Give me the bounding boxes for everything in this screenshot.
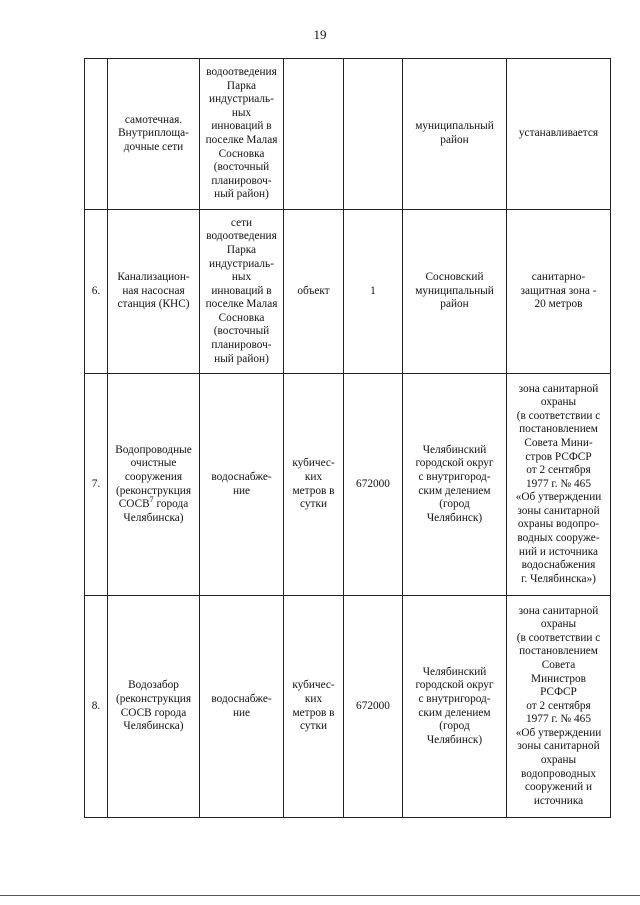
quantity-cell: 1 [344, 210, 403, 374]
page-number: 19 [313, 27, 327, 42]
unit-cell: кубичес- ких метров в сутки [284, 596, 344, 818]
row-number-cell [85, 59, 108, 210]
facility-name-tail: города Челябинска) [123, 498, 189, 524]
facility-purpose-cell: водоснабже- ние [200, 374, 284, 596]
unit-cell: объект [284, 210, 344, 374]
zone-cell: санитарно- защитная зона - 20 метров [507, 210, 611, 374]
zone-cell: устанавливается [507, 59, 611, 210]
facility-name-cell [108, 374, 200, 596]
facility-name-text: Водопроводные очистные сооружения (реконструкция СОСВ [115, 443, 192, 511]
location-cell: Челябинский городской округ с внутригород- ским делением (город Челябинск) [403, 374, 507, 596]
row-number-cell: 7. [85, 374, 108, 596]
quantity-cell: 672000 [344, 374, 403, 596]
quantity-cell: 672000 [344, 596, 403, 818]
unit-cell [284, 59, 344, 210]
facility-purpose-cell: водоотведения Парка индустриаль- ных инноваций в поселке Малая Сосновка (восточный планировоч- ный район) [200, 59, 284, 210]
location-cell: муниципальный район [403, 59, 507, 210]
page-bottom-rule [0, 895, 640, 896]
location-cell: Челябинский городской округ с внутригород- ским делением (город Челябинск) [403, 596, 507, 818]
zone-cell: зона санитарной охраны (в соответствии с постановлением Совета Мини- стров РСФСР от 2 сентября 1977 г. № 465 «Об утверждении зоны санитарной охраны водопро- водных сооруже- ний и источника водоснабжения г. Челябинска») [507, 374, 611, 596]
row-number-cell: 6. [85, 210, 108, 374]
footnote-marker: 7 [149, 495, 154, 505]
quantity-cell [344, 59, 403, 210]
row-number-cell: 8. [85, 596, 108, 818]
facility-purpose-cell: водоснабже- ние [200, 596, 284, 818]
table-row [85, 59, 611, 210]
unit-cell: кубичес- ких метров в сутки [284, 374, 344, 596]
facility-name-cell: Водозабор (реконструкция СОСВ города Челябинска) [108, 596, 200, 818]
facility-name-cell: Канализацион- ная насосная станция (КНС) [108, 210, 200, 374]
zone-cell: зона санитарной охраны (в соответствии с постановлением Совета Министров РСФСР от 2 сентября 1977 г. № 465 «Об утверждении зоны санитарной охраны водопроводных сооружений и источника [507, 596, 611, 818]
facilities-table [84, 58, 611, 818]
facility-purpose-cell: сети водоотведения Парка индустриаль- ных инноваций в поселке Малая Сосновка (восточный планировоч- ный район) [200, 210, 284, 374]
table-row [85, 596, 611, 818]
location-cell: Сосновский муниципальный район [403, 210, 507, 374]
table-row [85, 210, 611, 374]
facility-name-cell: самотечная. Внутриплоща- дочные сети [108, 59, 200, 210]
table-row [85, 374, 611, 596]
